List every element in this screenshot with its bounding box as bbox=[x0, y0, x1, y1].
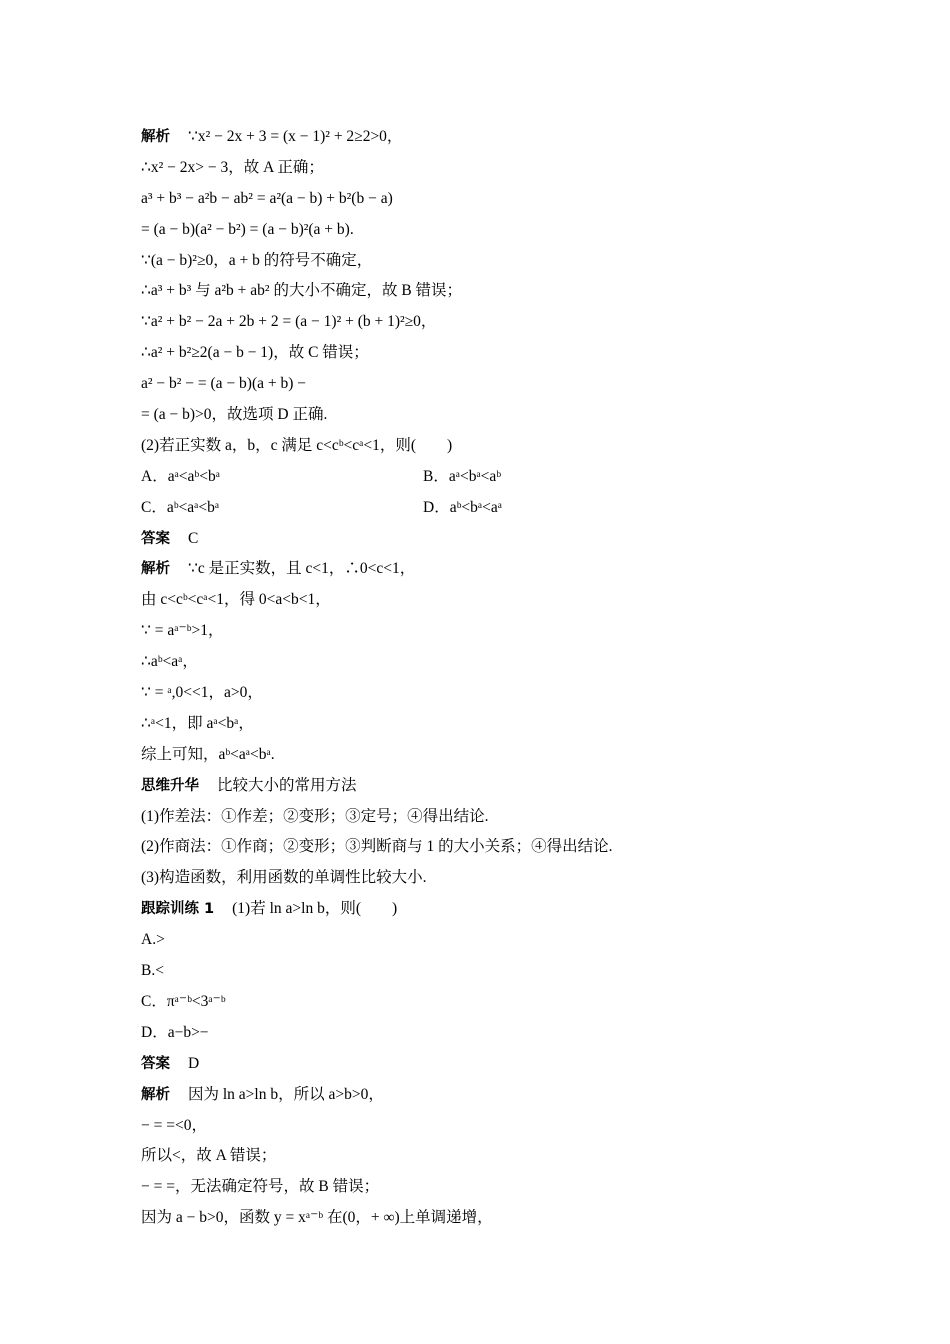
section-label: 解析 bbox=[141, 1086, 170, 1103]
text-line bbox=[141, 215, 821, 246]
text-line bbox=[141, 307, 821, 338]
text-line bbox=[141, 1018, 821, 1049]
line-text: ∵ = ᵃ,0<<1，a>0， bbox=[141, 684, 263, 702]
line-text: ∵ = aᵃ⁻ᵇ>1， bbox=[141, 622, 224, 640]
text-line bbox=[141, 400, 821, 431]
text-line bbox=[141, 585, 821, 616]
line-text: 比较大小的常用方法 bbox=[217, 776, 357, 794]
section-label: 解析 bbox=[141, 129, 170, 145]
text-line bbox=[141, 802, 821, 833]
line-text: A．aᵃ<aᵇ<bᵃ bbox=[141, 467, 220, 485]
section-label: 跟踪训练 1 bbox=[141, 901, 215, 918]
line-text: ∵(a − b)²≥0，a + b 的符号不确定， bbox=[141, 251, 373, 269]
line-text: 由 c<cᵇ<cᵃ<1，得 0<a<b<1， bbox=[141, 591, 331, 609]
text-line bbox=[141, 956, 821, 987]
text-line bbox=[141, 647, 821, 678]
line-text: (1)若 ln a>ln b，则( ) bbox=[232, 900, 398, 918]
text-line bbox=[141, 987, 821, 1018]
text-line bbox=[141, 462, 821, 493]
line-text: a³ + b³ − a²b − ab² = a²(a − b) + b²(b − a) bbox=[141, 189, 393, 207]
section-label: 答案 bbox=[141, 1055, 170, 1072]
line-text: ∴a³ + b³ 与 a²b + ab² 的大小不确定，故 B 错误； bbox=[141, 282, 463, 300]
text-line bbox=[141, 616, 821, 647]
text-line bbox=[141, 1111, 821, 1142]
option-right: B．aᵃ<bᵃ<aᵇ bbox=[423, 467, 502, 485]
line-text: 综上可知，aᵇ<aᵃ<bᵃ. bbox=[141, 745, 275, 763]
text-line bbox=[141, 678, 821, 709]
text-line bbox=[141, 554, 821, 585]
line-text: (3)构造函数，利用函数的单调性比较大小. bbox=[141, 869, 427, 887]
text-line bbox=[141, 1080, 821, 1111]
line-text: ∴aᵇ<aᵃ， bbox=[141, 653, 198, 671]
text-line bbox=[141, 369, 821, 400]
text-line bbox=[141, 338, 821, 369]
line-text: C bbox=[188, 529, 199, 547]
line-text: C．aᵇ<aᵃ<bᵃ bbox=[141, 498, 220, 516]
line-text: a² − b² − = (a − b)(a + b) − bbox=[141, 375, 307, 393]
line-text: 所以<，故 A 错误； bbox=[141, 1147, 277, 1165]
text-line bbox=[141, 276, 821, 307]
option-right: D．aᵇ<bᵃ<aᵃ bbox=[423, 498, 502, 516]
document-body bbox=[141, 122, 821, 1234]
text-line bbox=[141, 153, 821, 184]
text-line bbox=[141, 709, 821, 740]
line-text: B.< bbox=[141, 962, 164, 980]
text-line bbox=[141, 524, 821, 555]
line-text: (1)作差法：①作差；②变形；③定号；④得出结论. bbox=[141, 807, 489, 825]
text-line bbox=[141, 1172, 821, 1203]
line-text: (2)若正实数 a，b，c 满足 c<cᵇ<cᵃ<1，则( ) bbox=[141, 436, 453, 454]
line-text: = (a − b)(a² − b²) = (a − b)²(a + b). bbox=[141, 220, 354, 238]
text-line bbox=[141, 832, 821, 863]
line-text: ∴x² − 2x> − 3，故 A 正确； bbox=[141, 158, 324, 176]
text-line bbox=[141, 740, 821, 771]
line-text: ∵c 是正实数，且 c<1，∴0<c<1， bbox=[188, 560, 416, 578]
line-text: ∵a² + b² − 2a + 2b + 2 = (a − 1)² + (b + 1)²≥0， bbox=[141, 313, 437, 331]
line-text: ∴a² + b²≥2(a − b − 1)，故 C 错误； bbox=[141, 344, 369, 362]
text-line bbox=[141, 1141, 821, 1172]
line-text: A.> bbox=[141, 931, 165, 949]
line-text: = (a − b)>0，故选项 D 正确. bbox=[141, 406, 328, 424]
text-line bbox=[141, 925, 821, 956]
text-line bbox=[141, 122, 821, 153]
text-line bbox=[141, 1203, 821, 1234]
line-text: ∵x² − 2x + 3 = (x − 1)² + 2≥2>0， bbox=[188, 128, 403, 145]
line-text: D．a−b>− bbox=[141, 1023, 209, 1041]
section-label: 思维升华 bbox=[141, 777, 199, 794]
section-label: 解析 bbox=[141, 561, 170, 578]
text-line bbox=[141, 184, 821, 215]
text-line bbox=[141, 863, 821, 894]
text-line bbox=[141, 1049, 821, 1080]
line-text: D bbox=[188, 1054, 200, 1072]
line-text: ∴ᵃ<1，即 aᵃ<bᵃ， bbox=[141, 714, 254, 732]
line-text: − = =<0， bbox=[141, 1116, 207, 1134]
line-text: (2)作商法：①作商；②变形；③判断商与 1 的大小关系；④得出结论. bbox=[141, 838, 613, 856]
line-text: 因为 a − b>0，函数 y = xᵃ⁻ᵇ 在(0，+ ∞)上单调递增， bbox=[141, 1209, 493, 1227]
line-text: C．πᵃ⁻ᵇ<3ᵃ⁻ᵇ bbox=[141, 992, 226, 1010]
line-text: − = =，无法确定符号，故 B 错误； bbox=[141, 1178, 380, 1196]
text-line bbox=[141, 246, 821, 277]
text-line bbox=[141, 493, 821, 524]
text-line bbox=[141, 771, 821, 802]
text-line bbox=[141, 894, 821, 925]
section-label: 答案 bbox=[141, 530, 170, 547]
text-line bbox=[141, 431, 821, 462]
line-text: 因为 ln a>ln b，所以 a>b>0， bbox=[188, 1085, 384, 1103]
